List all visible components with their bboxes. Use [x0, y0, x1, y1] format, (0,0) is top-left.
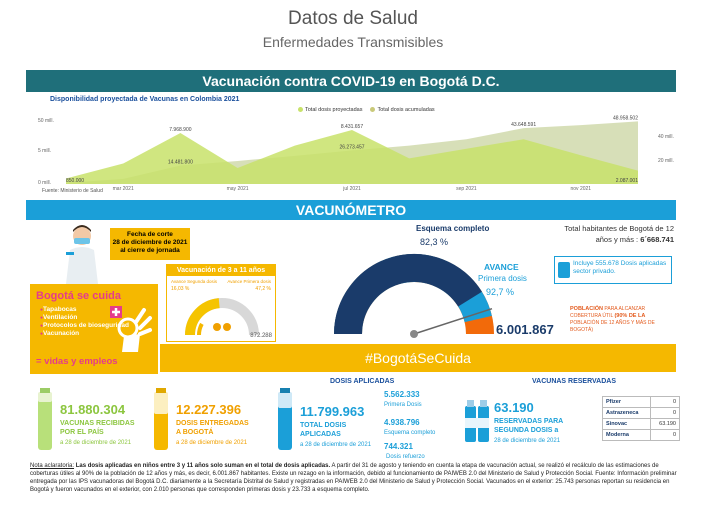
main-gauge [324, 238, 504, 342]
list-item: ● Protocolos de bioseguridad [40, 322, 129, 330]
reservadas-label1: RESERVADAS PARA [494, 418, 564, 425]
esquema-text: Esquema completo [384, 430, 436, 436]
total-aplicadas-date: a 28 de diciembre de 2021 [300, 442, 372, 448]
data-label: 2.087.001 [615, 178, 638, 184]
list-item: ● Ventilación [40, 314, 129, 322]
vaccine-name-cell: Sinovac [603, 419, 651, 430]
legend-label: Total dosis proyectadas [305, 107, 363, 113]
reservadas-date: 28 de diciembre de 2021 [494, 438, 561, 444]
data-label: 14.481.800 [167, 159, 193, 166]
legend-label: Total dosis acumuladas [377, 107, 435, 113]
data-label: 26.273.457 [339, 144, 365, 151]
reservadas-label2: SEGUNDA DOSIS a [494, 427, 559, 434]
total-aplicadas-label1: TOTAL DOSIS [300, 422, 347, 429]
dosis-aplicadas-header: DOSIS APLICADAS [330, 378, 395, 385]
habitantes-label: Total habitantes de Bogotá de 12 años y más : [564, 224, 674, 244]
blue-bottle-icon [276, 388, 294, 452]
total-aplicadas-label2: APLICADAS [300, 431, 341, 438]
refuerzo-number: 744.321 [384, 442, 413, 451]
primera-dosis-text: Primera Dosis [384, 402, 422, 408]
list-item: ● Vacunación [40, 330, 129, 338]
entregadas-number: 12.227.396 [176, 402, 242, 417]
poblacion-bold: POBLACIÓN [570, 306, 603, 312]
primera-dosis-number: 5.562.333 [384, 390, 420, 399]
footnote-prefix: Nota aclaratoria: [30, 463, 75, 469]
page-title: Datos de Salud [288, 8, 418, 29]
entregadas-date: a 28 de diciembre de 2021 [176, 440, 248, 446]
bogota-footer: = vidas y empleos [36, 356, 118, 367]
ok-hand-icon [110, 306, 154, 354]
vaccine-value-cell: 63.190 [650, 419, 679, 430]
y-tick-label: 5 mill. [38, 148, 52, 154]
poblacion-text: PARA ALCANZAR COBERTURA ÚTIL [570, 306, 646, 319]
kids-vaccination-panel [166, 264, 276, 342]
chart-title: Disponibilidad proyectada de Vacunas en Colombia 2021 [50, 96, 240, 103]
entregadas-label1: DOSIS ENTREGADAS [176, 420, 249, 427]
recibidas-label2: POR EL PAÍS [60, 429, 104, 436]
poblacion-note [570, 306, 674, 334]
recibidas-number: 81.880.304 [60, 402, 126, 417]
poblacion-pct: (90% DE LA [614, 313, 646, 319]
footnote-bold: Las dosis aplicadas en niños entre 3 y 11 años solo suman en el total de dosis aplicadas. [74, 463, 331, 469]
esquema-number: 4.938.796 [384, 418, 420, 427]
recibidas-date: a 28 de diciembre de 2021 [60, 440, 132, 446]
kids-second-dose-pct: 16,03 % [171, 286, 190, 292]
x-tick-label: sep 2021 [456, 186, 477, 192]
refuerzo-text: Dosis refuerzo [386, 454, 425, 460]
data-label: 48.958.502 [612, 115, 638, 122]
kids-gauge [181, 291, 263, 339]
page-subtitle: Enfermedades Transmisibles [262, 34, 444, 50]
vaccine-value-cell: 0 [650, 430, 679, 441]
covid-banner: Vacunación contra COVID-19 en Bogotá D.C. [26, 70, 676, 92]
primera-dosis-label: Primera dosis [478, 274, 527, 283]
reserved-vials-icon [464, 398, 490, 444]
footnote-text: A partir del 31 de agosto y teniendo en cuenta la etapa de vacunación actual, se realizó el recálculo de las estimaciones de coberturas útiles al 90% de la población de 12 años y más, es decir, 6.001.867 habitantes. Existe un rezago en la información, debido al funcionamiento de PAIWEB 2.0 del Ministerio de Salud y Protección Social. Fuente: Información preliminar entregada por las IPS vacunadoras del Bogotá D.C. diariamente a la Secretaría Distrital de Salud y registradas en PAIWEB 2.0 del Ministerio de Salud y Protección Social. Vacunados en el exterior: 25.743 personas reportan su residencia en Bogotá y fueron vacunados en el exterior, con 2.010 personas que corresponden primeras dosis y 23.733 a esquema completo. [30, 463, 677, 493]
x-tick-label: jul 2021 [343, 186, 361, 192]
y-tick-label: 0 mill. [38, 180, 52, 186]
bogota-se-cuida-title: Bogotá se cuida [36, 290, 121, 302]
table-row [603, 408, 680, 419]
y2-tick-label: 40 mill. [658, 134, 674, 140]
y2-tick-label: 20 mill. [658, 158, 674, 164]
poblacion-rest: POBLACIÓN DE 12 AÑOS Y MÁS DE BOGOTÁ) [570, 320, 655, 333]
vaccine-name-cell: Moderna [603, 430, 651, 441]
list-item: ● Tapabocas [40, 306, 129, 314]
kids-panel-title: Vacunación de 3 a 11 años [167, 265, 275, 276]
vacunometro-banner: VACUNÓMETRO [26, 200, 676, 220]
kids-first-dose-pct: 47,2 % [255, 286, 271, 292]
entregadas-label2: A BOGOTÁ [176, 429, 214, 436]
x-tick-label: mar 2021 [112, 186, 134, 192]
data-label: 850.000 [66, 178, 85, 184]
fecha-line3: al cierre de jornada [120, 247, 180, 254]
fecha-line1: Fecha de corte [127, 231, 173, 238]
green-bottle-icon [36, 388, 54, 452]
hashtag-banner: #BogotáSeCuida [160, 344, 676, 372]
chart-source: Fuente: Ministerio de Salud [42, 188, 103, 194]
private-sector-box [554, 256, 672, 284]
gauge-target-number: 6.001.867 [496, 322, 554, 337]
vaccine-availability-chart [26, 112, 676, 192]
reservadas-number: 63.190 [494, 400, 534, 415]
kids-second-dose-label: Avance Segunda dosis [171, 279, 217, 284]
vaccine-name-cell: Astrazeneca [603, 408, 651, 419]
recibidas-label1: VACUNAS RECIBIDAS [60, 420, 135, 427]
table-row [603, 430, 680, 441]
table-row [603, 419, 680, 430]
habitantes-value: 6´668.741 [640, 235, 674, 244]
data-label: 7.968.900 [169, 126, 192, 133]
habitantes-info [556, 223, 674, 245]
vacunas-reservadas-header: VACUNAS RESERVADAS [532, 378, 617, 385]
esquema-completo-pct: 82,3 % [420, 237, 449, 247]
fecha-line2: 28 de diciembre de 2021 [112, 239, 188, 246]
avance-label: AVANCE [484, 262, 519, 272]
table-row [603, 397, 680, 408]
reserved-vaccines-table [602, 396, 680, 441]
footnote [30, 462, 680, 494]
yellow-bottle-icon [152, 388, 170, 452]
primera-dosis-pct: 92,7 % [486, 287, 515, 297]
x-tick-label: nov 2021 [570, 186, 592, 192]
private-sector-text: Incluye 555.678 Dosis aplicadas sector privado. [573, 260, 667, 275]
esquema-completo-label: Esquema completo [416, 224, 490, 233]
nurse-illustration [56, 222, 108, 284]
bogota-se-cuida-box [30, 284, 158, 374]
kids-first-dose-label: Avance Primera dosis [227, 279, 271, 284]
x-tick-label: may 2021 [226, 186, 249, 192]
vaccine-value-cell: 0 [650, 397, 679, 408]
fecha-corte-box [110, 228, 190, 260]
kids-total-number: 872.288 [250, 333, 272, 339]
data-label: 43.648.591 [511, 122, 537, 129]
y-tick-label: 50 mill. [38, 118, 54, 124]
vaccine-value-cell: 0 [650, 408, 679, 419]
total-aplicadas-number: 11.799.963 [300, 404, 365, 419]
vaccine-vial-icon [558, 262, 570, 278]
vaccine-name-cell: Pfizer [603, 397, 651, 408]
data-label: 8.431.657 [340, 124, 364, 131]
